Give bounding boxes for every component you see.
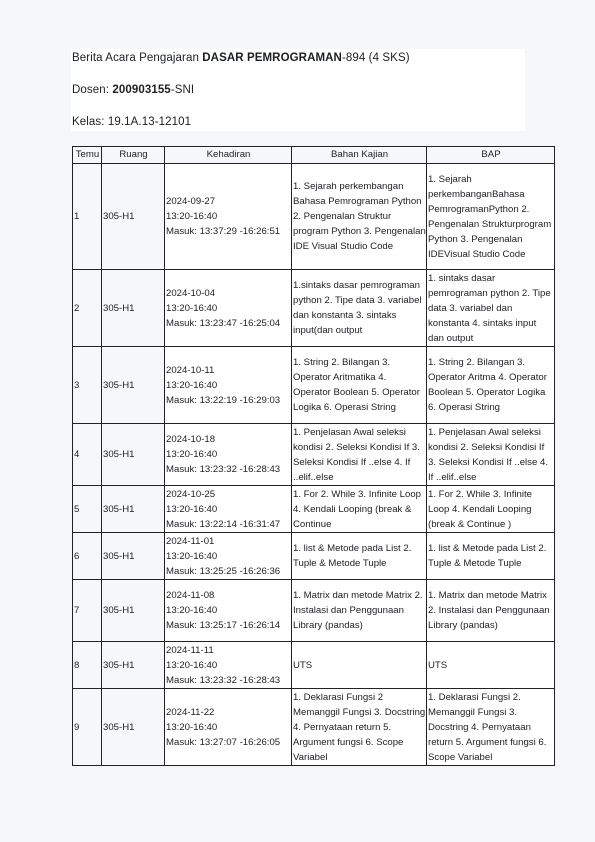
column-header-bap: BAP	[427, 147, 555, 164]
course-code: -894 (4 SKS)	[341, 52, 410, 64]
cell-ruang: 305-H1	[102, 424, 165, 486]
cell-kehadiran	[165, 347, 292, 424]
attendance-masuk: Masuk: 13:25:17 -16:26:14	[166, 620, 281, 631]
attendance-date: 2024-11-11	[166, 644, 214, 656]
cell-bahan-kajian: 1. Deklarasi Fungsi 2 Memanggil Fungsi 3. Docstring 4. Pernyataan return 5. Argument fungsi 6. Scope Variabel	[292, 689, 427, 766]
cell-kehadiran	[165, 486, 292, 533]
report-header	[71, 49, 525, 131]
cell-bap: 1. For 2. While 3. Infinite Loop 4. Kendali Looping (break & Continue )	[427, 486, 555, 533]
table-row	[73, 533, 555, 580]
attendance-masuk: Masuk: 13:23:32 -16:28:43	[166, 674, 281, 686]
cell-bap: 1. list & Metode pada List 2. Tuple & Metode Tuple	[427, 533, 555, 580]
cell-temu: 9	[73, 689, 102, 766]
cell-temu: 6	[73, 533, 102, 580]
attendance-date: 2024-11-01	[166, 535, 215, 547]
cell-bap: 1. Deklarasi Fungsi 2. Memanggil Fungsi 3. Docstring 4. Pernyataan return 5. Argument fungsi 6. Scope Variabel	[427, 689, 555, 766]
table-row	[73, 347, 555, 424]
attendance-masuk: Masuk: 13:25:25 -16:26:36	[166, 565, 281, 577]
cell-bahan-kajian: 1.sintaks dasar pemrograman python 2. Tipe data 3. variabel dan konstanta 3. sintaks input(dan output	[292, 270, 427, 347]
cell-bahan-kajian: 1. Matrix dan metode Matrix 2. Instalasi dan Penggunaan Library (pandas)	[292, 580, 427, 642]
attendance-date: 2024-11-22	[166, 706, 215, 718]
attendance-time: 13:20-16:40	[166, 550, 218, 562]
cell-bahan-kajian: UTS	[292, 642, 427, 689]
attendance-masuk: Masuk: 13:23:47 -16:25:04	[166, 317, 281, 329]
attendance-date: 2024-10-18	[166, 434, 216, 445]
cell-bap: 1. Matrix dan metode Matrix 2. Instalasi dan Penggunaan Library (pandas)	[427, 580, 555, 642]
cell-temu: 3	[73, 347, 102, 424]
attendance-date: 2024-10-25	[166, 488, 216, 500]
cell-ruang: 305-H1	[102, 689, 165, 766]
table-row	[73, 164, 555, 270]
attendance-masuk: Masuk: 13:27:07 -16:26:05	[166, 736, 281, 748]
attendance-masuk: Masuk: 13:23:32 -16:28:43	[166, 464, 281, 475]
cell-kehadiran	[165, 689, 292, 766]
cell-bap: 1. sintaks dasar pemrograman python 2. Tipe data 3. variabel dan konstanta 4. sintaks input dan output	[427, 270, 555, 347]
lecturer-suffix: -SNI	[170, 84, 195, 96]
lecturer-line	[72, 84, 194, 96]
cell-bap: 1. Sejarah perkembanganBahasa PemrogramanPython 2. Pengenalan Strukturprogram Python 3. Pengenalan IDEVisual Studio Code	[427, 164, 555, 270]
cell-kehadiran	[165, 642, 292, 689]
lecturer-label: Dosen:	[72, 84, 113, 96]
cell-ruang: 305-H1	[102, 347, 165, 424]
attendance-date: 2024-11-08	[166, 590, 215, 601]
attendance-time: 13:20-16:40	[166, 211, 218, 222]
table-header-row	[73, 147, 555, 164]
table-row	[73, 424, 555, 486]
cell-temu: 8	[73, 642, 102, 689]
attendance-time: 13:20-16:40	[166, 605, 218, 616]
cell-bahan-kajian: 1. list & Metode pada List 2. Tuple & Metode Tuple	[292, 533, 427, 580]
attendance-table	[72, 146, 555, 766]
cell-ruang: 305-H1	[102, 164, 165, 270]
cell-kehadiran	[165, 164, 292, 270]
column-header-bahan-kajian: Bahan Kajian	[292, 147, 427, 164]
cell-ruang: 305-H1	[102, 270, 165, 347]
cell-kehadiran	[165, 580, 292, 642]
cell-bap: 1. String 2. Bilangan 3. Operator Aritma 4. Operator Boolean 5. Operator Logika 6. Operasi String	[427, 347, 555, 424]
cell-bap: 1. Penjelasan Awal seleksi kondisi 2. Seleksi Kondisi If 3. Seleksi Kondisi If ..else 4. If ..elif..else	[427, 424, 555, 486]
cell-kehadiran	[165, 533, 292, 580]
table-row	[73, 642, 555, 689]
attendance-masuk: Masuk: 13:22:14 -16:31:47	[166, 518, 281, 530]
report-title	[72, 52, 410, 64]
attendance-time: 13:20-16:40	[166, 503, 218, 515]
cell-temu: 4	[73, 424, 102, 486]
cell-bahan-kajian: 1. Penjelasan Awal seleksi kondisi 2. Seleksi Kondisi If 3. Seleksi Kondisi If ..else 4. If ..elif..else	[292, 424, 427, 486]
attendance-time: 13:20-16:40	[166, 449, 218, 460]
table-row	[73, 270, 555, 347]
attendance-date: 2024-10-11	[166, 364, 215, 376]
cell-ruang: 305-H1	[102, 486, 165, 533]
cell-kehadiran	[165, 424, 292, 486]
title-prefix: Berita Acara Pengajaran	[72, 52, 203, 64]
cell-bahan-kajian: 1. String 2. Bilangan 3. Operator Aritmatika 4. Operator Boolean 5. Operator Logika 6. Operasi String	[292, 347, 427, 424]
cell-kehadiran	[165, 270, 292, 347]
attendance-time: 13:20-16:40	[166, 379, 218, 391]
attendance-time: 13:20-16:40	[166, 302, 218, 314]
attendance-date: 2024-10-04	[166, 287, 216, 299]
attendance-date: 2024-09-27	[166, 196, 216, 207]
cell-ruang: 305-H1	[102, 642, 165, 689]
cell-bahan-kajian: 1. For 2. While 3. Infinite Loop 4. Kendali Looping (break & Continue	[292, 486, 427, 533]
attendance-time: 13:20-16:40	[166, 659, 218, 671]
cell-bahan-kajian: 1. Sejarah perkembangan Bahasa Pemrograman Python 2. Pengenalan Struktur program Python 3. Pengenalan IDE Visual Studio Code	[292, 164, 427, 270]
column-header-temu: Temu	[73, 147, 102, 164]
cell-bap: UTS	[427, 642, 555, 689]
course-name: DASAR PEMROGRAMAN	[202, 52, 342, 64]
class-line: Kelas: 19.1A.13-12101	[72, 116, 192, 128]
attendance-masuk: Masuk: 13:37:29 -16:26:51	[166, 226, 281, 237]
cell-ruang: 305-H1	[102, 533, 165, 580]
cell-temu: 1	[73, 164, 102, 270]
table-row	[73, 689, 555, 766]
column-header-kehadiran: Kehadiran	[165, 147, 292, 164]
attendance-masuk: Masuk: 13:22:19 -16:29:03	[166, 394, 281, 406]
table-row	[73, 486, 555, 533]
column-header-ruang: Ruang	[102, 147, 165, 164]
cell-temu: 5	[73, 486, 102, 533]
cell-ruang: 305-H1	[102, 580, 165, 642]
lecturer-id: 200903155	[112, 84, 171, 96]
attendance-time: 13:20-16:40	[166, 721, 218, 733]
table-row	[73, 580, 555, 642]
cell-temu: 7	[73, 580, 102, 642]
cell-temu: 2	[73, 270, 102, 347]
